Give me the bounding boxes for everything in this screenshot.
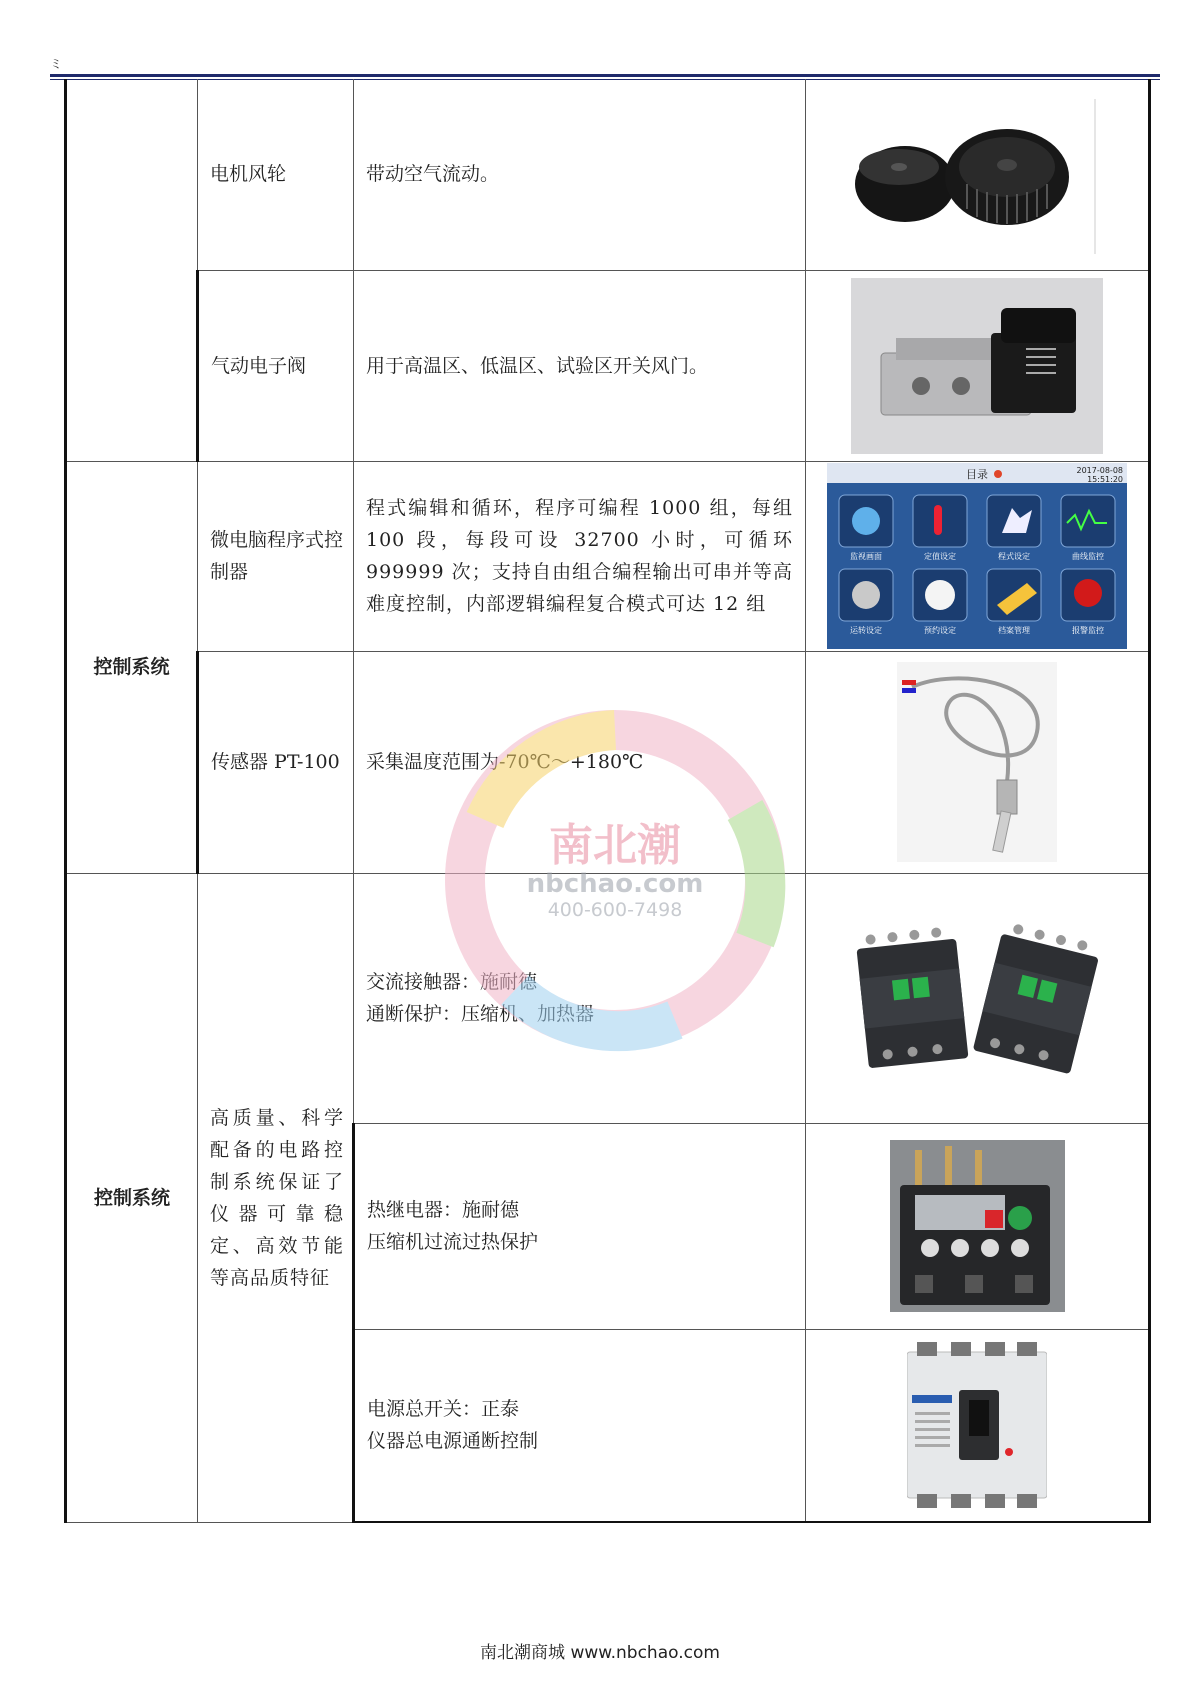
header-mark: ミ: [50, 57, 63, 71]
desc-line: 电源总开关：正泰: [367, 1398, 520, 1421]
component-desc: [354, 651, 806, 873]
table-row: [66, 79, 1150, 270]
tile-label: 预约设定: [924, 626, 956, 635]
controller-screen-photo: [827, 463, 1127, 649]
component-photo-cell: [806, 461, 1150, 651]
pt100-probe-photo: [897, 662, 1057, 862]
table-row: [66, 651, 1150, 873]
table-row: [66, 461, 1150, 651]
category-label: 控制系统: [66, 461, 198, 873]
component-name: 气动电子阀: [198, 270, 354, 461]
component-photo-cell: [806, 79, 1150, 270]
desc-line: 仪器总电源通断控制: [367, 1430, 539, 1453]
desc-line: 热继电器：施耐德: [367, 1199, 520, 1221]
main-breaker-photo: [907, 1340, 1047, 1510]
component-desc: [354, 1329, 806, 1522]
screen-title: 目录: [966, 468, 988, 481]
tile-label: 档案管理: [998, 626, 1030, 635]
category-label: 控制系统: [66, 873, 198, 1522]
group-description: 高质量、科学配备的电路控制系统保证了仪器可靠稳定、高效节能等高品质特征: [198, 873, 354, 1522]
desc-line: 交流接触器：施耐德: [366, 971, 538, 993]
table-row: [66, 873, 1150, 1123]
tile-label: 报警监控: [1072, 626, 1104, 635]
component-desc: [354, 461, 806, 651]
component-name: 电机风轮: [198, 79, 354, 270]
category-cell-empty: [66, 79, 198, 461]
thermal-relay-photo: [890, 1140, 1065, 1312]
spec-table: [64, 79, 1151, 1523]
desc-line: 采集温度范围为-70℃～+180℃: [366, 751, 644, 773]
component-desc: [354, 270, 806, 461]
fan-wheel-photo: [827, 89, 1127, 259]
component-photo-cell: [806, 270, 1150, 461]
ac-contactor-photo: [852, 914, 1102, 1082]
desc-line: 带动空气流动。: [366, 163, 500, 186]
tile-label: 运转设定: [850, 626, 882, 635]
screen-time: 15:51:20: [1087, 475, 1123, 484]
page-footer: 南北潮商城 www.nbchao.com: [480, 1643, 720, 1663]
solenoid-valve-photo: [851, 278, 1103, 454]
desc-line: 通断保护：压缩机、加热器: [366, 1003, 595, 1025]
tile-label: 定值设定: [924, 552, 956, 561]
desc-line: 用于高温区、低温区、试验区开关风门。: [366, 354, 709, 377]
component-desc: [354, 79, 806, 270]
component-desc: [354, 1123, 806, 1329]
watermark-phone: 400-600-7498: [547, 899, 683, 921]
watermark-site: nbchao.com: [526, 869, 704, 899]
component-name: 微电脑程序式控制器: [198, 461, 354, 651]
component-photo-cell: [806, 873, 1150, 1123]
desc-line: 压缩机过流过热保护: [367, 1231, 539, 1253]
watermark-brand: 南北潮: [549, 820, 681, 871]
component-name: 传感器 PT-100: [198, 651, 354, 873]
tile-label: 监视画面: [850, 552, 882, 561]
header-rule: [50, 74, 1160, 77]
component-desc: [354, 873, 806, 1123]
tile-label: 程式设定: [998, 552, 1030, 561]
screen-status-icon: [994, 470, 1002, 478]
table-row: [66, 270, 1150, 461]
desc-line: 程式编辑和循环，程序可编程 1000 组，每组 100 段，每段可设 32700 小时，可循环 999999 次；支持自由组合编程输出可串并等高难度控制，内部逻辑编程复合模式可达 12 组: [366, 497, 793, 615]
component-photo-cell: [806, 651, 1150, 873]
component-photo-cell: [806, 1329, 1150, 1522]
tile-label: 曲线监控: [1072, 552, 1104, 561]
screen-date: 2017-08-08: [1076, 466, 1123, 475]
component-photo-cell: [806, 1123, 1150, 1329]
